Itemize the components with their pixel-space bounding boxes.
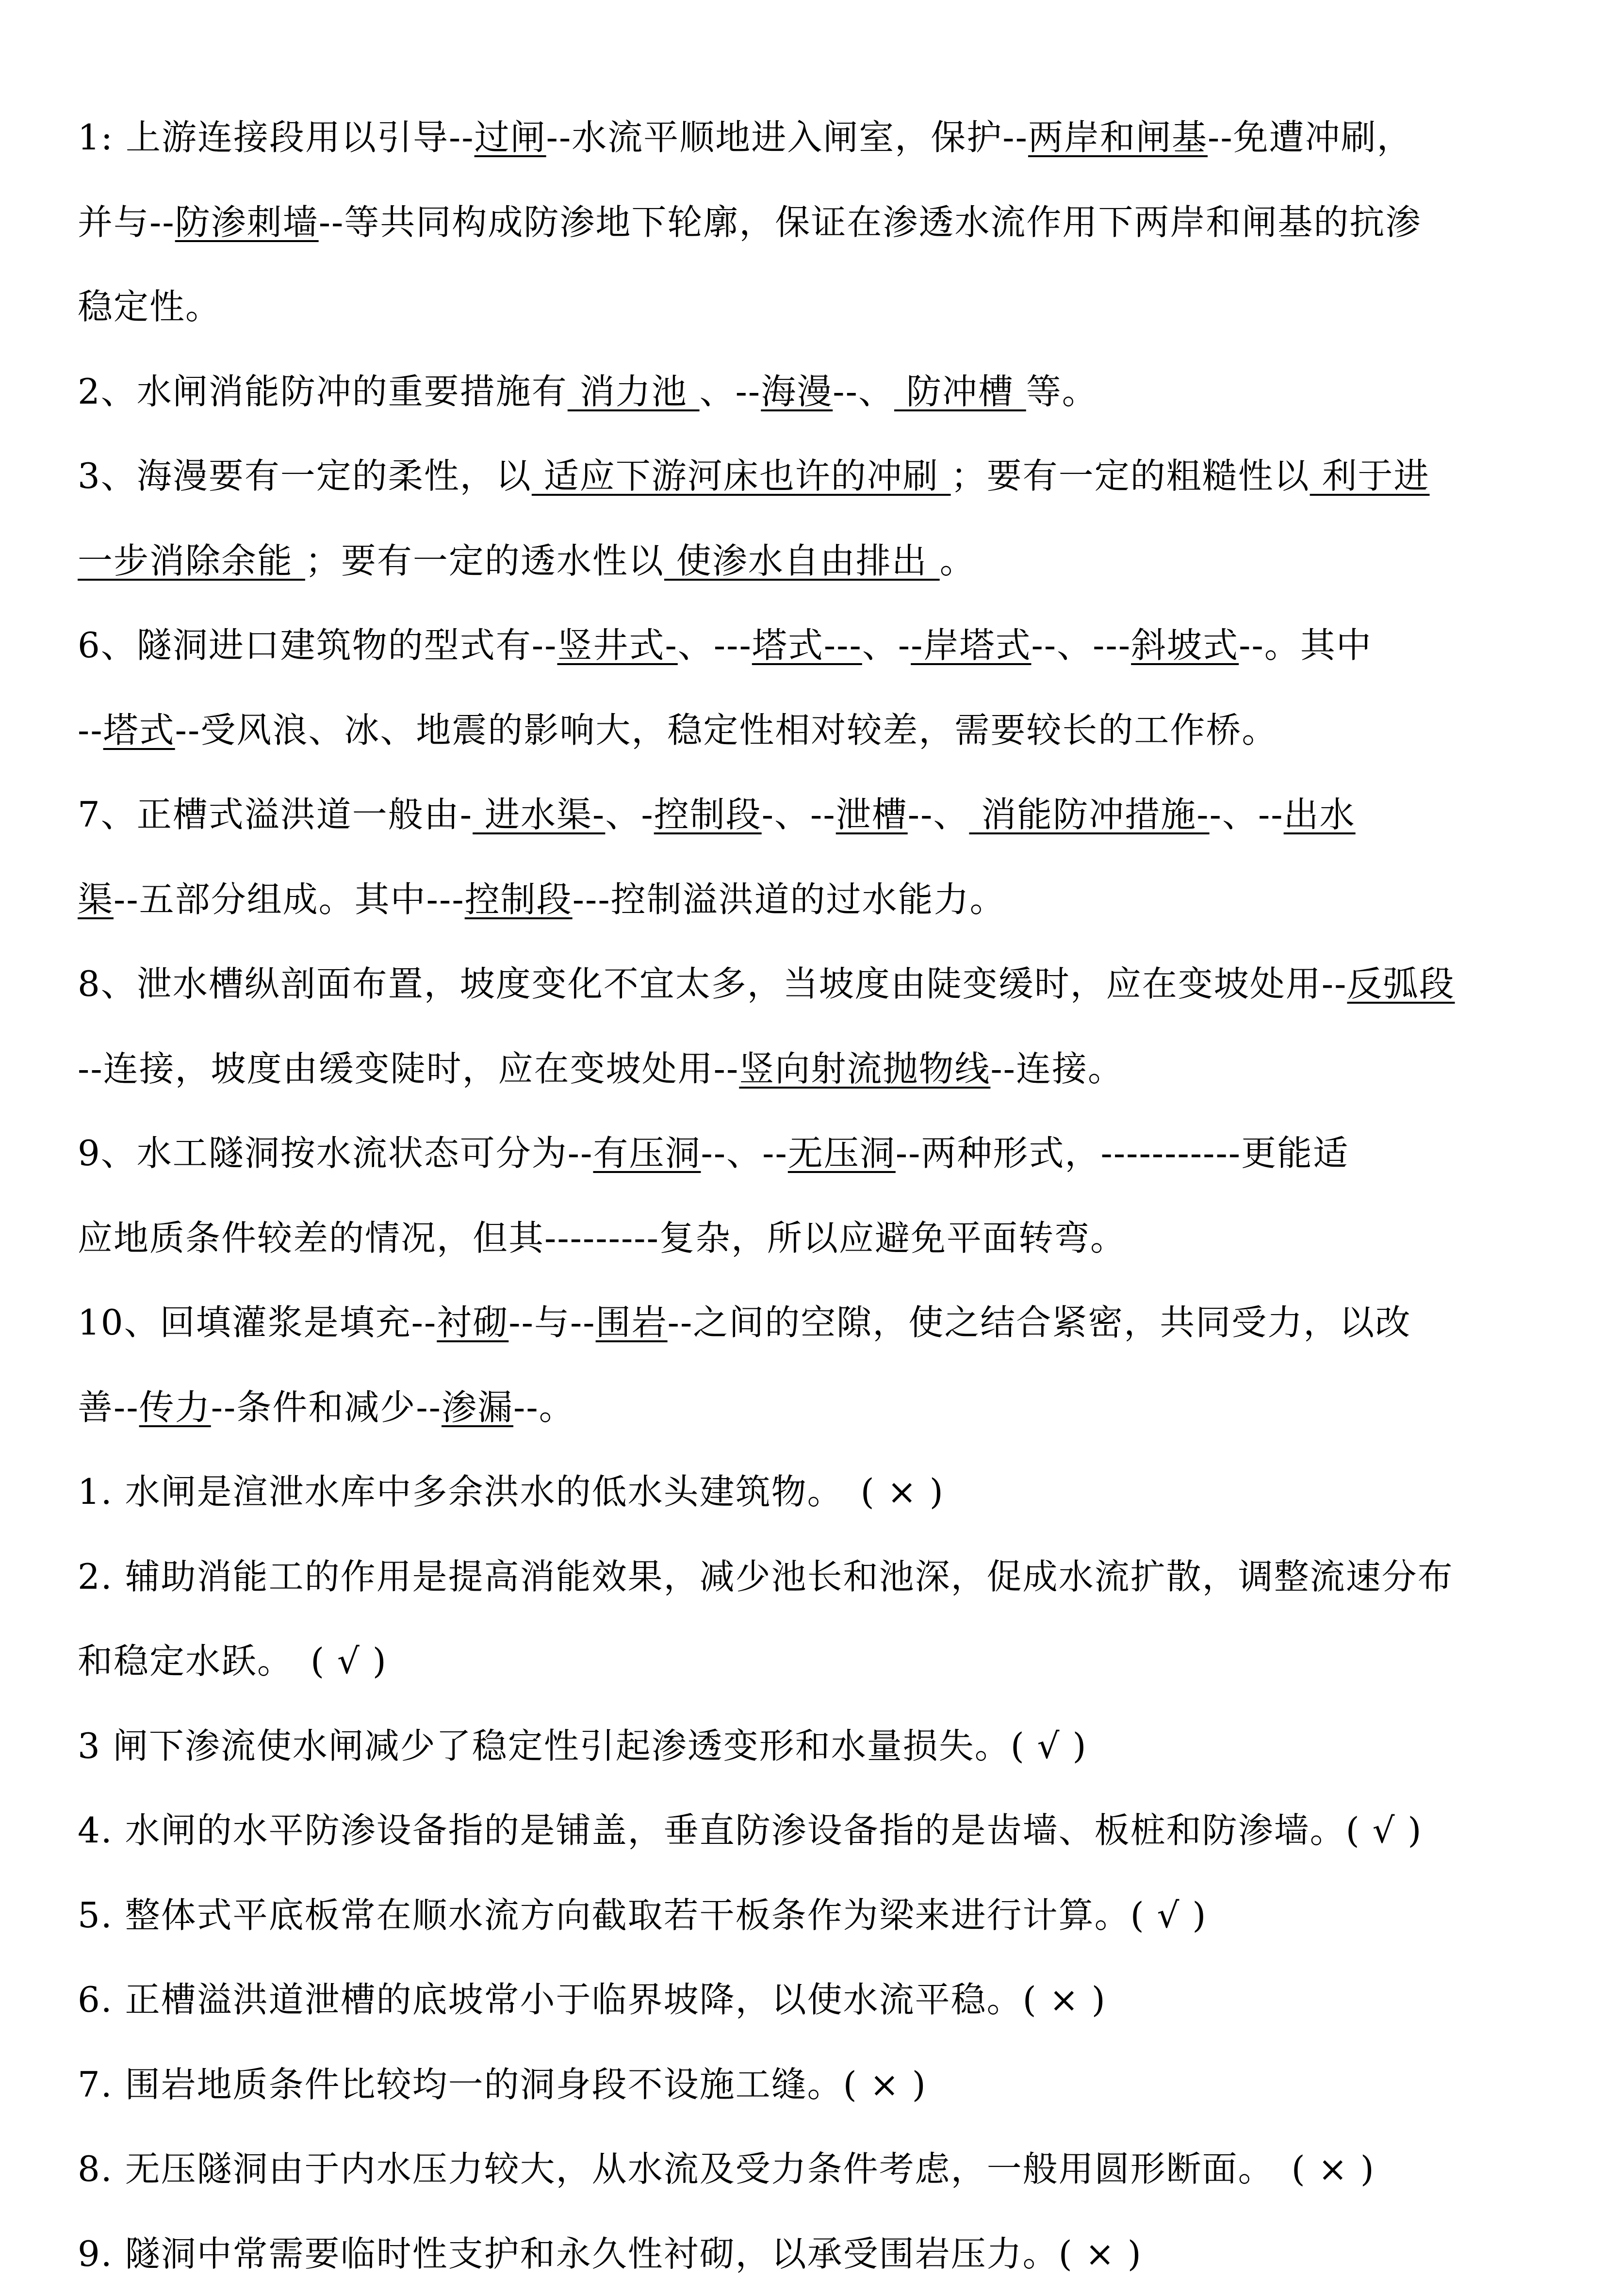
text: 、- [605, 794, 654, 835]
answer-mark: ( √ ) [1346, 1810, 1423, 1851]
answer-blank: 渠 [78, 879, 114, 920]
line-7 [78, 603, 1537, 688]
line-1 [78, 95, 1537, 180]
line-15 [78, 1280, 1537, 1365]
text: --连接，坡度由缓变陡时，应在变坡处用-- [78, 1048, 739, 1089]
text: 3、海漫要有一定的柔性，以 [78, 456, 532, 496]
answer-blank: 塔式--- [752, 625, 862, 666]
text: --受风浪、冰、地震的影响大，稳定性相对较差，需要较长的工作桥。 [175, 710, 1278, 750]
answer-blank: 反弧段 [1347, 963, 1455, 1004]
answer-blank: 出水 [1284, 794, 1356, 835]
text: 8. 无压隧洞由于内水压力较大，从水流及受力条件考虑，一般用圆形断面。 [78, 2149, 1274, 2189]
answer-blank: 利于进 [1310, 456, 1430, 496]
text: --。 [513, 1387, 575, 1428]
line-2 [78, 180, 1537, 265]
line-12 [78, 1026, 1537, 1111]
answer-blank: 控制段 [465, 879, 573, 920]
text: 6、隧洞进口建筑物的型式有-- [78, 625, 557, 666]
answer-mark: ( × ) [1059, 2233, 1142, 2274]
text: 稳定性。 [78, 286, 221, 327]
answer-blank: 过闸 [475, 117, 546, 158]
line-4 [78, 349, 1537, 434]
text: 4. 水闸的水平防渗设备指的是铺盖，垂直防渗设备指的是齿墙、板桩和防渗墙。 [78, 1810, 1346, 1851]
answer-blank: 衬砌 [437, 1302, 508, 1343]
answer-mark: ( × ) [1023, 1979, 1106, 2020]
text: 6. 正槽溢洪道泄槽的底坡常小于临界坡降，以使水流平稳。 [78, 1979, 1023, 2020]
answer-mark: ( √ ) [293, 1619, 405, 1704]
text: 10、回填灌浆是填充-- [78, 1302, 437, 1343]
answer-blank: 适应下游河床也许的冲刷 [532, 456, 951, 496]
line-26 [78, 2212, 1537, 2296]
answer-mark: ( × ) [843, 2064, 927, 2105]
line-10 [78, 857, 1537, 942]
answer-blank: 泄槽 [836, 794, 908, 835]
line-16 [78, 1365, 1537, 1450]
answer-blank: 斜坡式 [1131, 625, 1239, 666]
text: --条件和减少-- [211, 1387, 442, 1428]
line-6 [78, 519, 1537, 603]
answer-blank: 防冲槽 [894, 371, 1026, 412]
answer-blank: 竖向射流抛物线 [739, 1048, 990, 1089]
text: 、-- [700, 371, 761, 412]
line-9 [78, 772, 1537, 857]
text: 和稳定水跃。 [78, 1641, 293, 1681]
text: 并与-- [78, 202, 175, 243]
answer-blank: 海漫 [761, 371, 833, 412]
text: 1. 水闸是渲泄水库中多余洪水的低水头建筑物。 [78, 1471, 843, 1512]
text: -、-- [1210, 794, 1284, 835]
line-25 [78, 2127, 1537, 2212]
text: 1: 上游连接段用以引导-- [78, 117, 475, 158]
line-23 [78, 1957, 1537, 2042]
text: 8、泄水槽纵剖面布置，坡度变化不宜太多，当坡度由陡变缓时，应在变坡处用-- [78, 963, 1347, 1004]
text: ；要有一定的透水性以 [305, 540, 664, 581]
answer-blank: -岸塔式 [911, 625, 1031, 666]
answer-blank: 围岩 [596, 1302, 668, 1343]
line-24 [78, 2042, 1537, 2127]
line-13 [78, 1111, 1537, 1196]
text: --、 [833, 371, 894, 412]
line-19 [78, 1619, 1537, 1704]
answer-mark: ( √ ) [1130, 1895, 1207, 1936]
line-5 [78, 434, 1537, 519]
text: --。其中 [1239, 625, 1372, 666]
text: --之间的空隙，使之结合紧密，共同受力，以改 [668, 1302, 1411, 1343]
answer-blank: 两岸和闸基 [1028, 117, 1208, 158]
answer-blank: 有压洞 [593, 1133, 701, 1173]
text: 9. 隧洞中常需要临时性支护和永久性衬砌，以承受围岩压力。 [78, 2233, 1059, 2274]
answer-blank: 竖井式- [557, 625, 677, 666]
line-3 [78, 264, 1537, 349]
text: 、- [862, 625, 911, 666]
text: 7、正槽式溢洪道一般由- [78, 794, 473, 835]
answer-mark: ( × ) [843, 1449, 962, 1534]
text: --五部分组成。其中--- [114, 879, 465, 920]
answer-mark: ( × ) [1274, 2127, 1392, 2212]
text: 2、水闸消能防冲的重要措施有 [78, 371, 568, 412]
line-20 [78, 1704, 1537, 1789]
text: --与-- [508, 1302, 595, 1343]
text: --连接。 [990, 1048, 1124, 1089]
text: --、--- [1032, 625, 1131, 666]
line-14 [78, 1196, 1537, 1281]
answer-blank: 防渗刺墙 [175, 202, 319, 243]
text: --等共同构成防渗地下轮廓，保证在渗透水流作用下两岸和闸基的抗渗 [319, 202, 1422, 243]
answer-blank: 消能防冲措施- [969, 794, 1209, 835]
text: --、-- [701, 1133, 787, 1173]
text: 3 闸下渗流使水闸减少了稳定性引起渗透变形和水量损失。 [78, 1726, 1011, 1766]
text: 应地质条件较差的情况，但其---------复杂，所以应避免平面转弯。 [78, 1218, 1126, 1258]
line-11 [78, 942, 1537, 1026]
text: ；要有一定的粗糙性以 [951, 456, 1310, 496]
text: --两种形式，-----------更能适 [896, 1133, 1349, 1173]
text: --、 [908, 794, 969, 835]
text: 2. 辅助消能工的作用是提高消能效果，减少池长和池深，促成水流扩散，调整流速分布 [78, 1556, 1454, 1597]
text: ---控制溢洪道的过水能力。 [573, 879, 1006, 920]
text: 善-- [78, 1387, 139, 1428]
answer-blank: 消力池 [568, 371, 700, 412]
text: -、-- [762, 794, 836, 835]
answer-blank: 一步消除余能 [78, 540, 305, 581]
text: 。 [940, 540, 976, 581]
answer-blank: 进水渠- [473, 794, 605, 835]
text: --免遭冲刷， [1208, 117, 1413, 158]
answer-blank: 渗漏 [442, 1387, 513, 1428]
line-8 [78, 688, 1537, 773]
answer-blank: 使渗水自由排出 [664, 540, 940, 581]
text: 7. 围岩地质条件比较均一的洞身段不设施工缝。 [78, 2064, 843, 2105]
answer-blank: 传力 [139, 1387, 211, 1428]
line-18 [78, 1534, 1537, 1619]
answer-blank: 塔式 [103, 710, 175, 750]
text: 等。 [1026, 371, 1098, 412]
line-22 [78, 1873, 1537, 1958]
text: --水流平顺地进入闸室，保护-- [546, 117, 1028, 158]
text: 9、水工隧洞按水流状态可分为-- [78, 1133, 593, 1173]
line-21 [78, 1788, 1537, 1873]
text: 5. 整体式平底板常在顺水流方向截取若干板条作为梁来进行计算。 [78, 1895, 1130, 1936]
line-17 [78, 1449, 1537, 1534]
answer-blank: 无压洞 [788, 1133, 896, 1173]
text: -- [78, 710, 103, 750]
text: 、--- [678, 625, 752, 666]
answer-mark: ( √ ) [1011, 1726, 1087, 1766]
answer-blank: 控制段 [654, 794, 762, 835]
